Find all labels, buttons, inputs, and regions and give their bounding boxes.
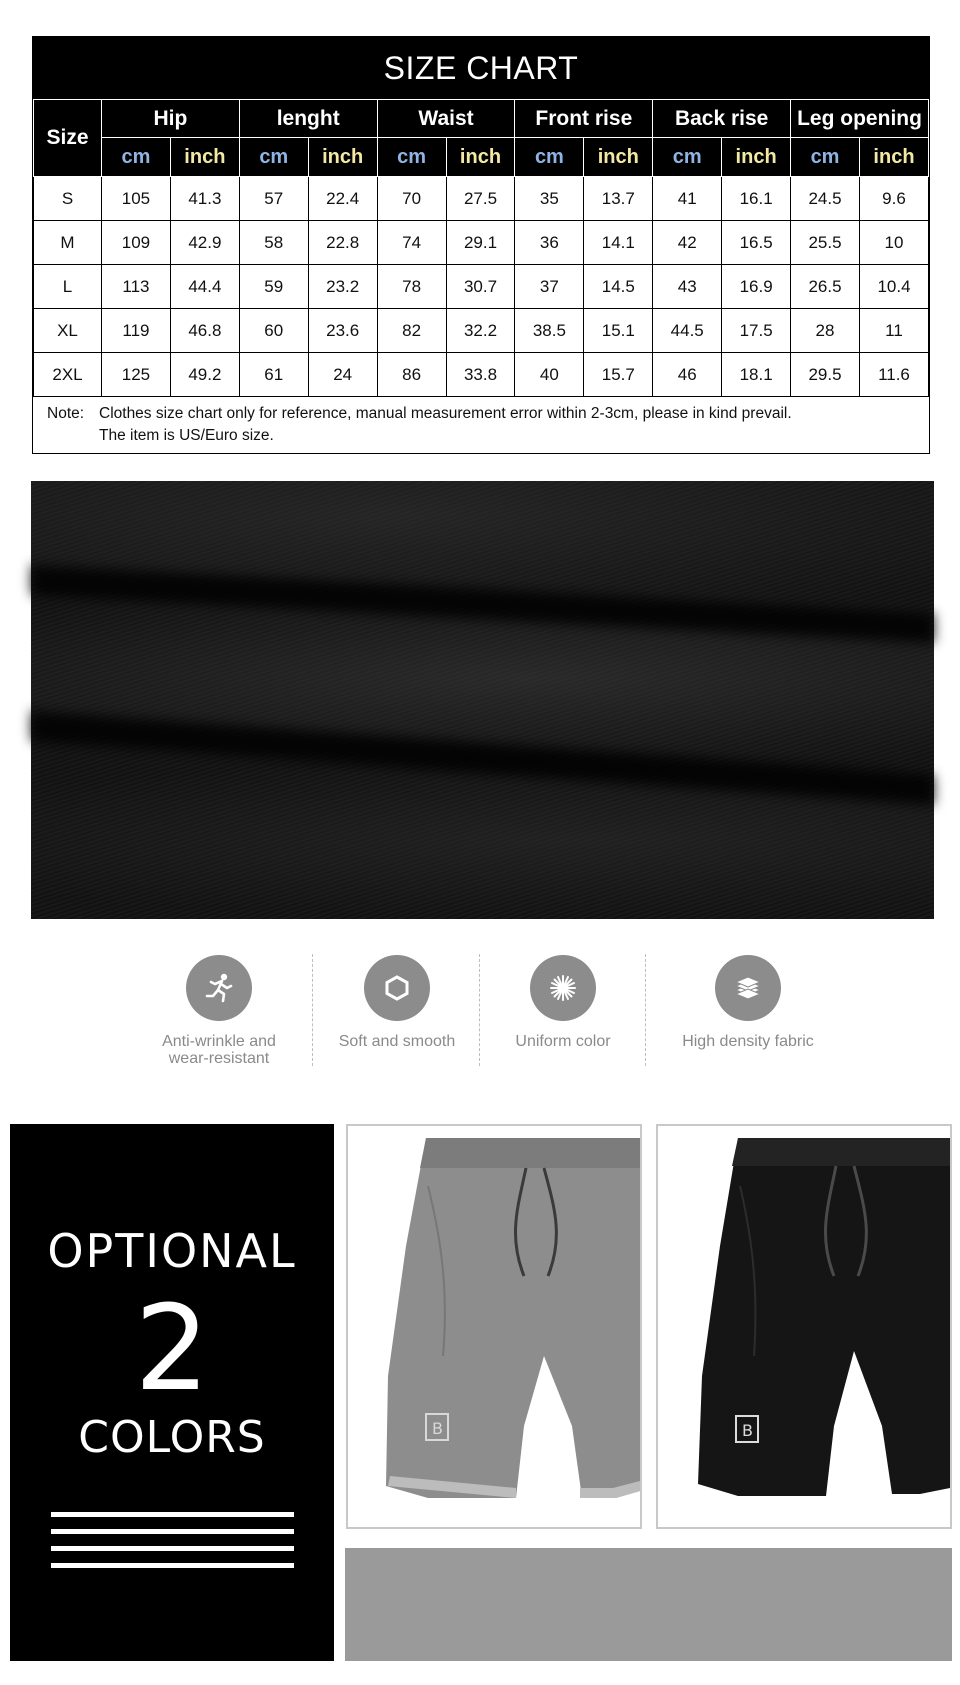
measurement-cell: 61 xyxy=(239,353,308,397)
running-person-icon xyxy=(186,955,252,1021)
measurement-cell: 38.5 xyxy=(515,309,584,353)
group-header-waist: Waist xyxy=(377,100,515,138)
feature-label: wear-resistant xyxy=(168,1050,270,1067)
gray-banner-strip xyxy=(345,1548,952,1661)
unit-header-cm: cm xyxy=(653,138,722,177)
measurement-cell: 13.7 xyxy=(584,177,653,221)
optional-colors-panel xyxy=(10,1124,334,1661)
group-header-back-rise: Back rise xyxy=(653,100,791,138)
size-label-cell: M xyxy=(34,221,102,265)
measurement-cell: 57 xyxy=(239,177,308,221)
measurement-cell: 22.4 xyxy=(308,177,377,221)
measurement-cell: 24 xyxy=(308,353,377,397)
measurement-cell: 11.6 xyxy=(859,353,928,397)
feature-divider xyxy=(479,954,480,1066)
measurement-cell: 44.4 xyxy=(170,265,239,309)
measurement-cell: 29.1 xyxy=(446,221,515,265)
measurement-cell: 16.5 xyxy=(722,221,791,265)
measurement-cell: 30.7 xyxy=(446,265,515,309)
measurement-cell: 29.5 xyxy=(791,353,860,397)
measurement-cell: 10 xyxy=(859,221,928,265)
measurement-cell: 16.9 xyxy=(722,265,791,309)
size-chart xyxy=(32,36,930,454)
size-row xyxy=(34,309,929,353)
brand-logo: B xyxy=(432,1419,443,1438)
size-label-cell: L xyxy=(34,265,102,309)
measurement-cell: 59 xyxy=(239,265,308,309)
measurement-cell: 82 xyxy=(377,309,446,353)
measurement-cell: 27.5 xyxy=(446,177,515,221)
unit-header-inch: inch xyxy=(584,138,653,177)
measurement-cell: 113 xyxy=(102,265,171,309)
measurement-cell: 9.6 xyxy=(859,177,928,221)
measurement-cell: 78 xyxy=(377,265,446,309)
note-line-2: The item is US/Euro size. xyxy=(99,427,274,444)
feature-anti-wrinkle xyxy=(144,955,294,1067)
measurement-cell: 49.2 xyxy=(170,353,239,397)
fabric-fold xyxy=(31,565,934,642)
layers-icon xyxy=(715,955,781,1021)
measurement-cell: 35 xyxy=(515,177,584,221)
decorative-stripes xyxy=(51,1512,294,1580)
measurement-cell: 36 xyxy=(515,221,584,265)
feature-label: Anti-wrinkle and xyxy=(162,1033,276,1050)
fabric-closeup-image xyxy=(31,481,934,919)
measurement-cell: 43 xyxy=(653,265,722,309)
measurement-cell: 11 xyxy=(859,309,928,353)
size-column-header: Size xyxy=(34,100,102,177)
measurement-cell: 10.4 xyxy=(859,265,928,309)
measurement-cell: 32.2 xyxy=(446,309,515,353)
measurement-cell: 14.1 xyxy=(584,221,653,265)
size-note xyxy=(33,397,929,453)
measurement-cell: 23.6 xyxy=(308,309,377,353)
measurement-cell: 28 xyxy=(791,309,860,353)
measurement-cell: 42.9 xyxy=(170,221,239,265)
size-table xyxy=(33,99,929,397)
feature-divider xyxy=(645,954,646,1066)
feature-divider xyxy=(312,954,313,1066)
measurement-cell: 86 xyxy=(377,353,446,397)
measurement-cell: 60 xyxy=(239,309,308,353)
group-header-front-rise: Front rise xyxy=(515,100,653,138)
group-header-leg-opening: Leg opening xyxy=(791,100,929,138)
feature-label: Soft and smooth xyxy=(338,1033,456,1050)
measurement-cell: 17.5 xyxy=(722,309,791,353)
measurement-cell: 109 xyxy=(102,221,171,265)
unit-header-cm: cm xyxy=(515,138,584,177)
unit-header-cm: cm xyxy=(791,138,860,177)
measurement-cell: 46.8 xyxy=(170,309,239,353)
measurement-cell: 42 xyxy=(653,221,722,265)
product-image-black-shorts xyxy=(656,1124,952,1529)
measurement-cell: 119 xyxy=(102,309,171,353)
unit-header-inch: inch xyxy=(446,138,515,177)
measurement-cell: 105 xyxy=(102,177,171,221)
color-count: 2 xyxy=(134,1279,210,1417)
measurement-cell: 58 xyxy=(239,221,308,265)
measurement-cell: 70 xyxy=(377,177,446,221)
note-label: Note: xyxy=(47,405,85,422)
size-label-cell: 2XL xyxy=(34,353,102,397)
measurement-cell: 46 xyxy=(653,353,722,397)
measurement-cell: 41.3 xyxy=(170,177,239,221)
measurement-cell: 125 xyxy=(102,353,171,397)
measurement-cell: 41 xyxy=(653,177,722,221)
black-shorts-illustration xyxy=(658,1126,950,1527)
product-image-gray-shorts xyxy=(346,1124,642,1529)
sunburst-icon xyxy=(530,955,596,1021)
size-chart-title: SIZE CHART xyxy=(33,37,929,99)
measurement-cell: 18.1 xyxy=(722,353,791,397)
unit-header-cm: cm xyxy=(102,138,171,177)
measurement-cell: 74 xyxy=(377,221,446,265)
measurement-cell: 24.5 xyxy=(791,177,860,221)
measurement-cell: 25.5 xyxy=(791,221,860,265)
unit-header-inch: inch xyxy=(308,138,377,177)
fabric-fold xyxy=(31,711,934,804)
feature-soft-smooth xyxy=(322,955,472,1050)
note-line-1: Clothes size chart only for reference, manual measurement error within 2-3cm, please in kind prevail. xyxy=(99,405,792,422)
feature-high-density xyxy=(656,955,840,1050)
size-label-cell: XL xyxy=(34,309,102,353)
measurement-cell: 15.7 xyxy=(584,353,653,397)
group-header-hip: Hip xyxy=(102,100,240,138)
measurement-cell: 44.5 xyxy=(653,309,722,353)
unit-header-inch: inch xyxy=(722,138,791,177)
feature-row xyxy=(140,950,840,1070)
size-table-group-row xyxy=(34,100,929,138)
measurement-cell: 33.8 xyxy=(446,353,515,397)
measurement-cell: 23.2 xyxy=(308,265,377,309)
measurement-cell: 37 xyxy=(515,265,584,309)
hexagon-icon xyxy=(364,955,430,1021)
unit-header-cm: cm xyxy=(239,138,308,177)
unit-header-inch: inch xyxy=(859,138,928,177)
measurement-cell: 22.8 xyxy=(308,221,377,265)
measurement-cell: 40 xyxy=(515,353,584,397)
size-row xyxy=(34,353,929,397)
group-header-length: lenght xyxy=(239,100,377,138)
measurement-cell: 16.1 xyxy=(722,177,791,221)
size-row xyxy=(34,221,929,265)
brand-logo: B xyxy=(742,1421,753,1440)
size-row xyxy=(34,265,929,309)
feature-label: High density fabric xyxy=(682,1033,814,1050)
unit-header-inch: inch xyxy=(170,138,239,177)
optional-heading: OPTIONAL xyxy=(47,1224,297,1278)
size-table-unit-row xyxy=(34,138,929,177)
gray-shorts-illustration xyxy=(348,1126,640,1527)
measurement-cell: 14.5 xyxy=(584,265,653,309)
colors-heading: COLORS xyxy=(78,1412,266,1463)
unit-header-cm: cm xyxy=(377,138,446,177)
size-label-cell: S xyxy=(34,177,102,221)
measurement-cell: 15.1 xyxy=(584,309,653,353)
feature-uniform-color xyxy=(488,955,638,1050)
size-row xyxy=(34,177,929,221)
measurement-cell: 26.5 xyxy=(791,265,860,309)
feature-label: Uniform color xyxy=(515,1033,611,1050)
size-table-body xyxy=(34,177,929,397)
